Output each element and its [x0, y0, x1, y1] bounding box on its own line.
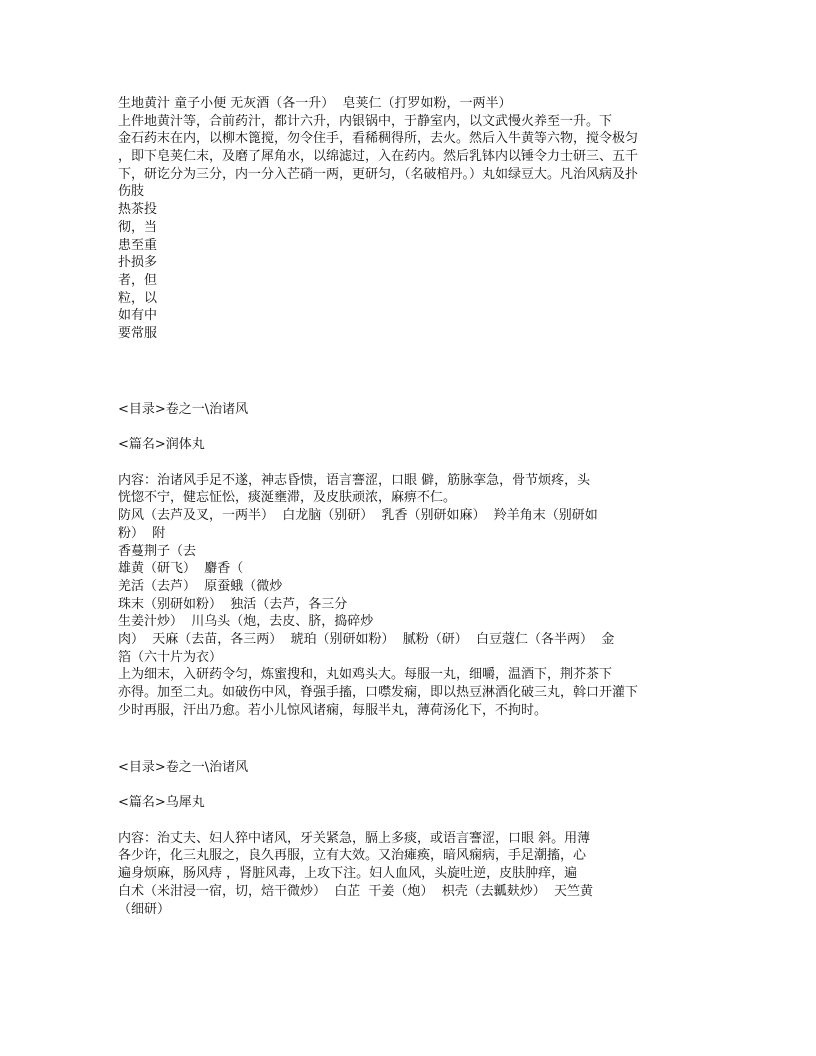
- recipe-title: <篇名>润体丸: [118, 437, 205, 453]
- text-line: 扑损多: [118, 255, 158, 271]
- text-line: 羌活（去芦） 原蚕蛾（微炒: [118, 578, 283, 594]
- text-line: ，即下皂荚仁末，及磨了犀角水，以绵滤过，入在药内。然后乳钵内以锤令力士研三、五千: [118, 149, 639, 165]
- text-line: 热茶投: [118, 202, 158, 218]
- recipe-runti-wan: [118, 401, 678, 719]
- text-line: 彻，当: [118, 219, 158, 235]
- text-line: 粒，以: [118, 290, 158, 306]
- text-line: （细研）: [118, 901, 171, 917]
- catalog-heading: <目录>卷之一\治诸风: [118, 760, 249, 775]
- recipe-title: <篇名>乌犀丸: [118, 795, 205, 811]
- text-line: 遍身烦麻，肠风痔 ，肾脏风毒，上攻下注。妇人血风，头旋吐逆，皮肤肿痒，遍: [118, 866, 578, 882]
- text-line: 患至重: [118, 237, 158, 253]
- text-line: 恍惚不宁，健忘怔忪，痰涎壅滞，及皮肤顽浓，麻痹不仁。: [118, 490, 457, 506]
- recipe-wuxi-wan: [118, 759, 678, 918]
- text-line: 各少许，化三丸服之，良久再服，立有大效。又治瘫痪，暗风痫病，手足潮搐，心: [118, 848, 587, 864]
- text-line: 者，但: [118, 272, 158, 288]
- catalog-heading: <目录>卷之一\治诸风: [118, 402, 249, 417]
- text-line: 香蔓荆子（去: [118, 543, 197, 559]
- text-line: 防风（去芦及叉，一两半） 白龙脑（别研） 乳香（别研如麻） 羚羊角末（别研如: [118, 508, 598, 524]
- text-line: 雄黄（研飞） 麝香（: [118, 561, 244, 577]
- text-line: 伤肢: [118, 184, 145, 200]
- text-line: 亦得。加至二丸。如破伤中风，脊强手搐，口噤发痫，即以热豆淋酒化破三丸，斡口开灌下: [118, 685, 639, 700]
- text-line: 白术（米泔浸一宿，切，焙干微炒） 白芷 干姜（炮） 枳壳（去瓤麸炒） 天竺黄: [118, 883, 594, 899]
- text-line: 箔（六十片为衣）: [118, 649, 223, 665]
- text-line: 肉） 天麻（去苗，各三两） 琥珀（别研如粉） 腻粉（研） 白豆蔻仁（各半两） 金: [118, 631, 615, 647]
- text-line: 要常服: [118, 325, 158, 341]
- text-line: 粉） 附: [118, 525, 166, 541]
- text-line: 上为细末，入研药令匀，炼蜜搜和，丸如鸡头大。每服一丸，细嚼，温酒下，荆芥茶下: [118, 667, 613, 683]
- text-line: 生地黄汁 童子小便 无灰酒（各一升） 皂荚仁（打罗如粉，一两半）: [118, 96, 512, 111]
- recipe-continuation: [118, 95, 678, 343]
- text-line: 上件地黄汁等，合前药汁，都计六升，内银锅中，于静室内，以文武慢火养至一升。下: [118, 113, 613, 129]
- text-line: 金石药末在内，以柳木篦搅，勿令住手，看稀稠得所，去火。然后入牛黄等六物，搅令极匀: [118, 131, 639, 147]
- text-line: 珠末（别研如粉） 独活（去芦，各三分: [118, 596, 348, 612]
- text-line: 内容：治诸风手足不遂，神志昏愦，语言謇涩，口眼 僻，筋脉挛急，骨节烦疼，头: [118, 472, 591, 488]
- text-line: 内容：治丈夫、妇人猝中诸风，牙关紧急，膈上多痰，或语言謇涩，口眼 斜。用薄: [118, 830, 591, 846]
- text-line: 下，研讫分为三分，内一分入芒硝一两，更研匀，（名破棺丹。）丸如绿豆大。凡治风病及扑: [118, 166, 639, 182]
- text-line: 如有中: [118, 308, 158, 324]
- text-line: 生姜汁炒） 川乌头（炮，去皮、脐，捣碎炒: [118, 614, 374, 630]
- text-line: 少时再服，汗出乃愈。若小儿惊风诸痫，每服半丸，薄荷汤化下，不拘时。: [118, 702, 548, 718]
